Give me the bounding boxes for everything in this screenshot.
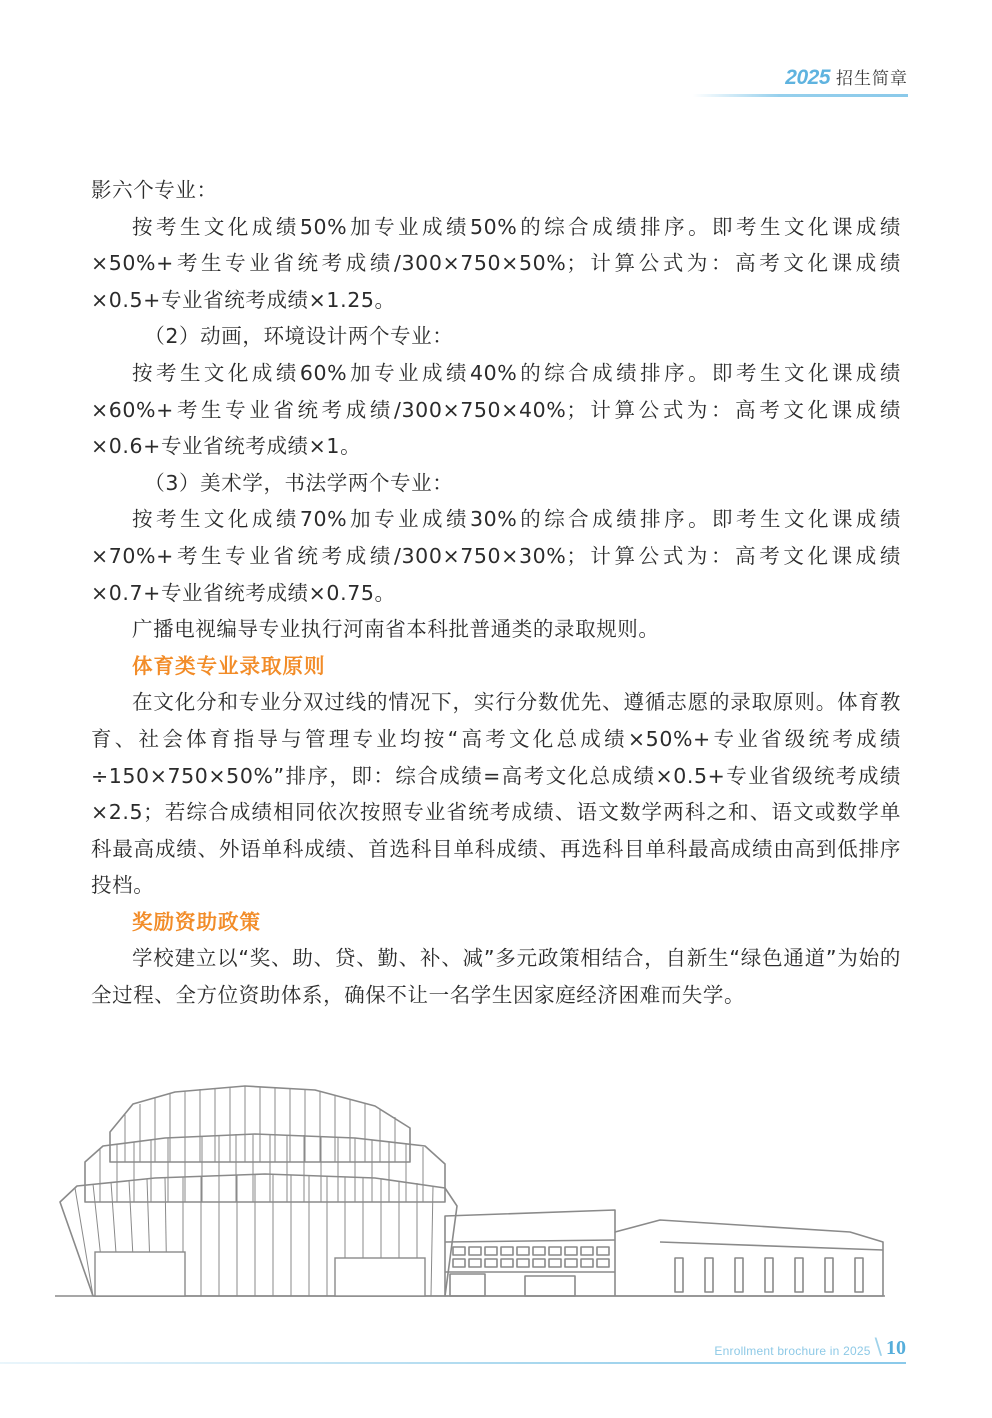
page-number: 10 (886, 1337, 906, 1359)
paragraph-rule-70-30: 按考生文化成绩70%加专业成绩30%的综合成绩排序。即考生文化课成绩×70%+考生专业省统考成绩/300×750×30%；计算公式为：高考文化课成绩×0.7+专业省统考成绩×0.75。 (91, 507, 901, 605)
subheading-animation-env-design: （2）动画，环境设计两个专业： (144, 324, 454, 349)
paragraph-broadcast-directing: 广播电视编导专业执行河南省本科批普通类的录取规则。 (132, 617, 660, 642)
section-heading-financial-aid: 奖励资助政策 (132, 909, 261, 934)
paragraph-rule-60-40: 按考生文化成绩60%加专业成绩40%的综合成绩排序。即考生文化课成绩×60%+考生专业省统考成绩/300×750×40%；计算公式为：高考文化课成绩×0.6+专业省统考成绩×1。 (91, 360, 901, 459)
page-footer (714, 1335, 906, 1360)
paragraph-financial-aid: 学校建立以“奖、助、贷、勤、补、减”多元政策相结合，自新生“绿色通道”为始的全过程、全方位资助体系，确保不让一名学生因家庭经济困难而失学。 (91, 946, 901, 1008)
page-header (785, 64, 908, 90)
header-year: 2025 (785, 66, 830, 89)
paragraph-continued: 影六个专业： (91, 178, 218, 202)
footer-english-title: Enrollment brochure in 2025 (714, 1344, 871, 1358)
paragraph-rule-50-50: 按考生文化成绩50%加专业成绩50%的综合成绩排序。即考生文化课成绩×50%+考生专业省统考成绩/300×750×50%；计算公式为：高考文化课成绩×0.5+专业省统考成绩×1.25。 (91, 214, 901, 312)
footer-rule (0, 1362, 906, 1364)
paragraph-sports-rules: 在文化分和专业分双过线的情况下，实行分数优先、遵循志愿的录取原则。体育教育、社会体育指导与管理专业均按“高考文化总成绩×50%+专业省级统考成绩÷150×750×50%”排序，即：综合成绩=高考文化总成绩×0.5+专业省级统考成绩×2.5；若综合成绩相同依次按照专业省统考成绩、语文数学两科之和、语文或数学单科最高成绩、外语单科成绩、首选科目单科成绩、再选科目单科最高成绩由高到低排序投档。 (91, 690, 901, 898)
header-rule (693, 94, 908, 97)
header-title: 招生简章 (836, 69, 908, 89)
campus-building-illustration (55, 1082, 885, 1302)
footer-divider-slash: \ (874, 1335, 882, 1360)
body-text (91, 172, 901, 1014)
section-heading-sports: 体育类专业录取原则 (132, 653, 326, 678)
subheading-fine-arts-calligraphy: （3）美术学，书法学两个专业： (144, 470, 454, 495)
